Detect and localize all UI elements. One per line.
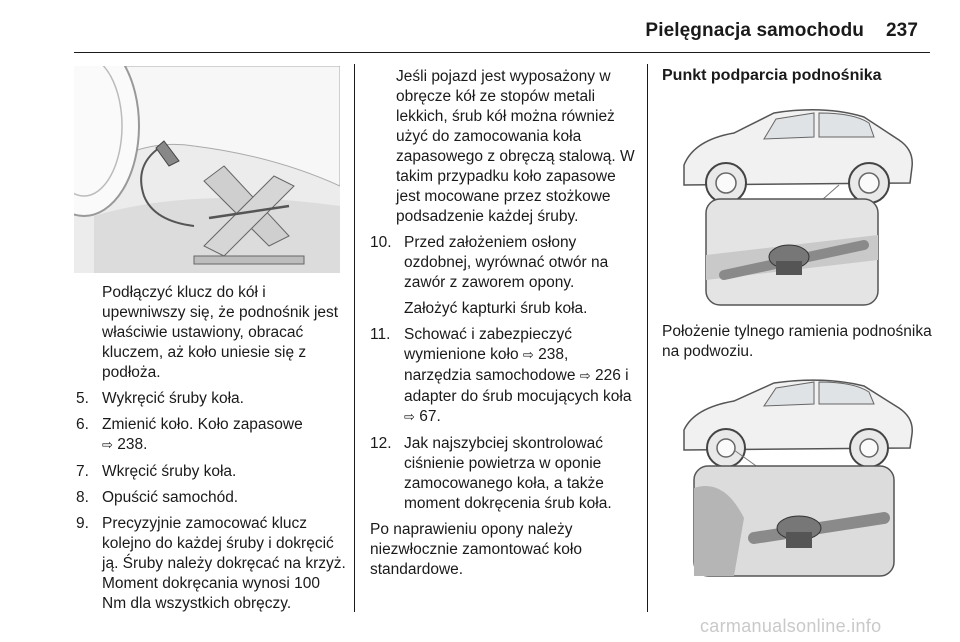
header-rule bbox=[74, 52, 930, 53]
ref-arrow-icon: ⇨ bbox=[102, 438, 113, 453]
intro-paragraph: Podłączyć klucz do kół i upewniwszy się, że podnośnik jest właściwie ustawiony, obracać kluczem, aż koło uniesie się z podłoża. bbox=[102, 284, 339, 381]
section-title: Punkt podparcia podnośnika bbox=[662, 67, 882, 84]
car-jacking-point-illustration-top bbox=[664, 95, 926, 310]
step-6-ref: 238. bbox=[117, 436, 148, 453]
column-left bbox=[76, 283, 348, 620]
step-8: 8. Opuścić samochód. bbox=[76, 489, 239, 506]
column-divider-left bbox=[354, 64, 355, 612]
step-11: 11. Schować i zabezpieczyć wymienione koło ⇨ 238, narzędzia samochodowe ⇨ 226 i adapter do śrub mocujących koła ⇨ 67. bbox=[370, 326, 632, 425]
image-caption: Położenie tylnego ramienia podnośnika na podwoziu. bbox=[662, 323, 932, 360]
car-jacking-point-illustration-bottom bbox=[664, 368, 926, 578]
step-6: 6. Zmienić koło. Koło zapasowe ⇨ 238. bbox=[76, 416, 303, 453]
jack-drawing bbox=[74, 66, 340, 273]
ref-arrow-icon: ⇨ bbox=[579, 369, 591, 384]
ref-arrow-icon: ⇨ bbox=[522, 348, 534, 363]
watermark-text: carmanualsonline.info bbox=[700, 616, 882, 636]
page-title: Pielęgnacja samochodu bbox=[645, 20, 864, 41]
step-10: 10. Przed założeniem osłony ozdobnej, wyrównać otwór na zawór z zaworem opony. Założyć kapturki śrub koła. bbox=[370, 233, 636, 319]
column-middle bbox=[370, 67, 636, 586]
step-10-sub: Założyć kapturki śrub koła. bbox=[404, 300, 588, 317]
closing-paragraph: Po naprawieniu opony należy niezwłocznie zamontować koło standardowe. bbox=[370, 521, 582, 578]
column-divider-right bbox=[647, 64, 648, 612]
page-header bbox=[645, 20, 918, 42]
step-7: 7. Wkręcić śruby koła. bbox=[76, 463, 237, 480]
step-5: 5. Wykręcić śruby koła. bbox=[76, 390, 244, 407]
page-number: 237 bbox=[885, 20, 918, 41]
continuation-paragraph: Jeśli pojazd jest wyposażony w obręcze kół ze stopów metali lekkich, śrub kół można również użyć do zamocowania koła zapasowego z obręczą stalową. W takim przypadku koło zapasowe jest mocowane przez stożkowe podsadzenie każdej śruby. bbox=[396, 68, 635, 225]
car-drawing-bottom bbox=[664, 368, 926, 578]
jack-illustration bbox=[74, 66, 340, 273]
car-drawing-top bbox=[664, 95, 926, 310]
step-9: 9. Precyzyjnie zamocować klucz kolejno do każdej śruby i dokręcić ją. Śruby należy dokręcać na krzyż. Moment dokręcania wynosi 100 Nm dla wszystkich obręczy. bbox=[76, 515, 346, 612]
ref-arrow-icon: ⇨ bbox=[404, 410, 415, 425]
step-12: 12. Jak najszybciej skontrolować ciśnienie powietrza w oponie zamocowanego koła, a także moment dokręcenia śrub koła. bbox=[370, 435, 612, 512]
